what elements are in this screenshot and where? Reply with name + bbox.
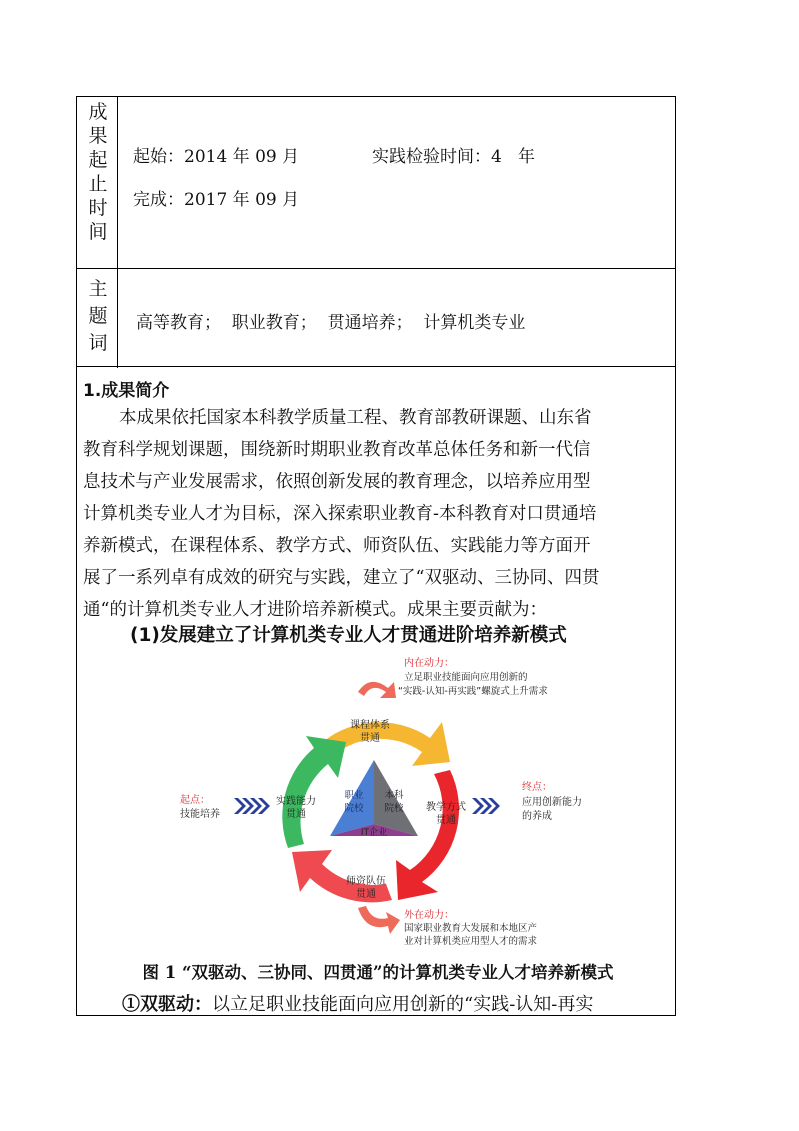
para-line-5: 养新模式，在课程体系、教学方式、师资队伍、实践能力等方面开: [83, 536, 591, 556]
section-title: 1.成果简介: [83, 381, 170, 401]
start-text: 技能培养: [180, 809, 220, 820]
para-line-3: 息技术与产业发展需求，依照创新发展的教育理念，以培养应用型: [83, 472, 591, 492]
inner-motive-line2: “实践-认知-再实践”螺旋式上升需求: [398, 686, 548, 697]
para-line-6: 展了一系列卓有成效的研究与实践，建立了“双驱动、三协同、四贯: [83, 568, 600, 588]
seg-left-label1: 实践能力: [276, 796, 316, 807]
row-divider-2: [76, 366, 676, 367]
row-divider-1: [76, 268, 676, 269]
inner-motive-title: 内在动力：: [404, 658, 454, 669]
section-subtitle: (1)发展建立了计算机类专业人才贯通进阶培养新模式: [130, 625, 567, 646]
start-title: 起点：: [180, 795, 210, 806]
end-date: 完成：2017 年 09 月: [133, 190, 300, 210]
outer-motive-line2: 业对计算机类应用型人才的需求: [404, 936, 538, 947]
point-1-heading: ①双驱动：: [122, 994, 212, 1015]
end-line2: 的养成: [522, 811, 552, 822]
tri-right-label1: 本科: [384, 790, 404, 801]
inner-motive-line1: 立足职业技能面向应用创新的: [404, 672, 528, 683]
seg-bottom-label2: 贯通: [356, 889, 376, 900]
para-line-1: 本成果依托国家本科教学质量工程、教育部教研课题、山东省: [119, 408, 592, 428]
label-column-divider: [117, 96, 118, 368]
para-line-2: 教育科学规划课题，围绕新时期职业教育改革总体任务和新一代信: [83, 440, 591, 460]
seg-top-label1: 课程体系: [350, 720, 390, 731]
seg-right-label1: 教学方式: [426, 802, 466, 813]
keywords: 高等教育； 职业教育； 贯通培养； 计算机类专业: [136, 313, 526, 333]
training-model-diagram: [160, 652, 620, 952]
point-1-text: 以立足职业技能面向应用创新的“实践-认知-再实: [212, 994, 594, 1015]
end-title: 终点：: [522, 782, 552, 793]
point-1-line: [122, 990, 593, 1016]
row1-label: 成 果 起 止 时 间: [88, 101, 108, 243]
outer-motive-title: 外在动力：: [404, 910, 454, 921]
outer-motive-arrow: [358, 906, 400, 934]
row2-label: 主 题 词: [88, 278, 108, 354]
tri-right-label2: 院校: [384, 803, 404, 814]
start-date: 起始：2014 年 09 月: [133, 147, 300, 167]
practice-period: 实践检验时间：4 年: [372, 147, 536, 167]
seg-bottom-label1: 师资队伍: [346, 876, 386, 887]
tri-bottom-label: IT企业: [360, 828, 388, 838]
tri-left-label2: 院校: [344, 803, 364, 814]
end-line1: 应用创新能力: [522, 797, 582, 808]
outer-motive-line1: 国家职业教育大发展和本地区产: [404, 923, 538, 934]
seg-top-label2: 贯通: [360, 733, 380, 744]
start-arrows: [234, 798, 270, 814]
figure-caption: 图 1 “双驱动、三协同、四贯通”的计算机类专业人才培养新模式: [142, 963, 614, 982]
para-line-4: 计算机类专业人才为目标，深入探索职业教育-本科教育对口贯通培: [83, 504, 597, 524]
para-line-7: 通“的计算机类专业人才进阶培养新模式。成果主要贡献为：: [83, 600, 547, 620]
seg-right-label2: 贯通: [436, 815, 456, 826]
inner-motive-arrow: [358, 682, 396, 698]
end-arrows: [472, 798, 500, 814]
seg-left-label2: 贯通: [286, 809, 306, 820]
tri-left-label1: 职业: [344, 790, 364, 801]
